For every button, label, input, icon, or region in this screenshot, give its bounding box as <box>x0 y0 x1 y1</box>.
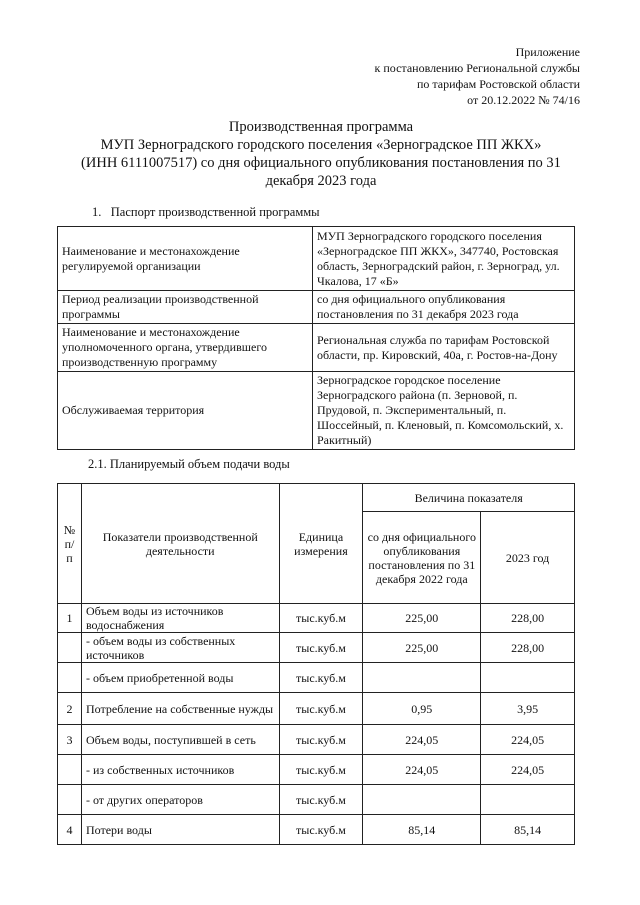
row-value-2: 228,00 <box>481 604 575 633</box>
row-unit: тыс.куб.м <box>279 663 363 693</box>
appendix-line: Приложение <box>515 45 580 59</box>
row-indicator: Объем воды, поступившей в сеть <box>81 725 279 755</box>
section-number: 1. <box>92 205 102 219</box>
row-indicator: - объем воды из собственных источников <box>81 633 279 663</box>
water-volume-table <box>57 483 575 845</box>
row-indicator: - объем приобретенной воды <box>81 663 279 693</box>
passport-key: Период реализации производственной программы <box>58 291 313 324</box>
table-row <box>58 755 575 785</box>
row-value-2: 3,95 <box>481 693 575 725</box>
row-value-2 <box>481 785 575 815</box>
section-heading-volume: 2.1. Планируемый объем подачи воды <box>88 457 290 471</box>
row-value-2: 224,05 <box>481 725 575 755</box>
appendix-line: по тарифам Ростовской области <box>416 77 580 91</box>
row-unit: тыс.куб.м <box>279 815 363 845</box>
row-value-1 <box>363 785 481 815</box>
row-num <box>58 785 82 815</box>
table-row <box>58 663 575 693</box>
title-line: (ИНН 6111007517) со дня официального опубликования постановления по 31 <box>81 155 561 171</box>
row-num <box>58 633 82 663</box>
row-unit: тыс.куб.м <box>279 785 363 815</box>
row-unit: тыс.куб.м <box>279 604 363 633</box>
passport-key: Наименование и местонахождение уполномоченного органа, утвердившего производственную программу <box>58 324 313 372</box>
header-period-2: 2023 год <box>481 512 575 604</box>
passport-key: Наименование и местонахождение регулируемой организации <box>58 227 313 291</box>
row-value-1: 225,00 <box>363 604 481 633</box>
header-unit: Единица измерения <box>279 484 363 604</box>
row-value-2: 85,14 <box>481 815 575 845</box>
row-unit: тыс.куб.м <box>279 693 363 725</box>
row-num <box>58 663 82 693</box>
row-indicator: Объем воды из источников водоснабжения <box>81 604 279 633</box>
section-heading-passport <box>92 205 320 220</box>
row-indicator: Потребление на собственные нужды <box>81 693 279 725</box>
row-value-1: 225,00 <box>363 633 481 663</box>
document-title <box>56 118 586 190</box>
appendix-line: от 20.12.2022 № 74/16 <box>467 93 580 107</box>
row-num <box>58 755 82 785</box>
row-value-1: 0,95 <box>363 693 481 725</box>
table-row <box>58 324 575 372</box>
table-row <box>58 785 575 815</box>
row-value-2: 224,05 <box>481 755 575 785</box>
section-title: Паспорт производственной программы <box>110 205 320 219</box>
table-row <box>58 227 575 291</box>
appendix-header <box>375 44 580 108</box>
row-num: 4 <box>58 815 82 845</box>
table-row <box>58 693 575 725</box>
row-num: 1 <box>58 604 82 633</box>
title-line: МУП Зерноградского городского поселения «Зерноградское ПП ЖКХ» <box>100 137 542 153</box>
row-indicator: - от других операторов <box>81 785 279 815</box>
header-num: № п/ п <box>58 484 82 604</box>
passport-value: Зерноградское городское поселение Зерноградского района (п. Зерновой, п. Прудовой, п. Экспериментальный, п. Шоссейный, п. Кленовый, п. Комсомольский, х. Ракитный) <box>313 372 575 450</box>
header-period-1: со дня официального опубликования постановления по 31 декабря 2022 года <box>363 512 481 604</box>
row-num: 2 <box>58 693 82 725</box>
table-row <box>58 633 575 663</box>
table-row <box>58 372 575 450</box>
passport-value: со дня официального опубликования постановления по 31 декабря 2023 года <box>313 291 575 324</box>
row-unit: тыс.куб.м <box>279 725 363 755</box>
row-unit: тыс.куб.м <box>279 633 363 663</box>
row-num: 3 <box>58 725 82 755</box>
row-value-1: 85,14 <box>363 815 481 845</box>
passport-key: Обслуживаемая территория <box>58 372 313 450</box>
header-indicator: Показатели производственной деятельности <box>81 484 279 604</box>
table-header-row <box>58 484 575 512</box>
header-value-group: Величина показателя <box>363 484 575 512</box>
row-value-1 <box>363 663 481 693</box>
row-unit: тыс.куб.м <box>279 755 363 785</box>
passport-value: МУП Зерноградского городского поселения «Зерноградское ПП ЖКХ», 347740, Ростовская область, Зерноградский район, г. Зерноград, ул. Чкалова, 17 «Б» <box>313 227 575 291</box>
table-row <box>58 725 575 755</box>
title-line: Производственная программа <box>228 119 414 135</box>
appendix-line: к постановлению Региональной службы <box>374 61 580 75</box>
row-value-2: 228,00 <box>481 633 575 663</box>
passport-table <box>57 226 575 450</box>
row-value-1: 224,05 <box>363 725 481 755</box>
table-row <box>58 604 575 633</box>
row-indicator: Потери воды <box>81 815 279 845</box>
table-row <box>58 815 575 845</box>
row-value-2 <box>481 663 575 693</box>
row-indicator: - из собственных источников <box>81 755 279 785</box>
table-row <box>58 291 575 324</box>
passport-value: Региональная служба по тарифам Ростовской области, пр. Кировский, 40а, г. Ростов-на-Дону <box>313 324 575 372</box>
row-value-1: 224,05 <box>363 755 481 785</box>
title-line: декабря 2023 года <box>265 173 377 189</box>
